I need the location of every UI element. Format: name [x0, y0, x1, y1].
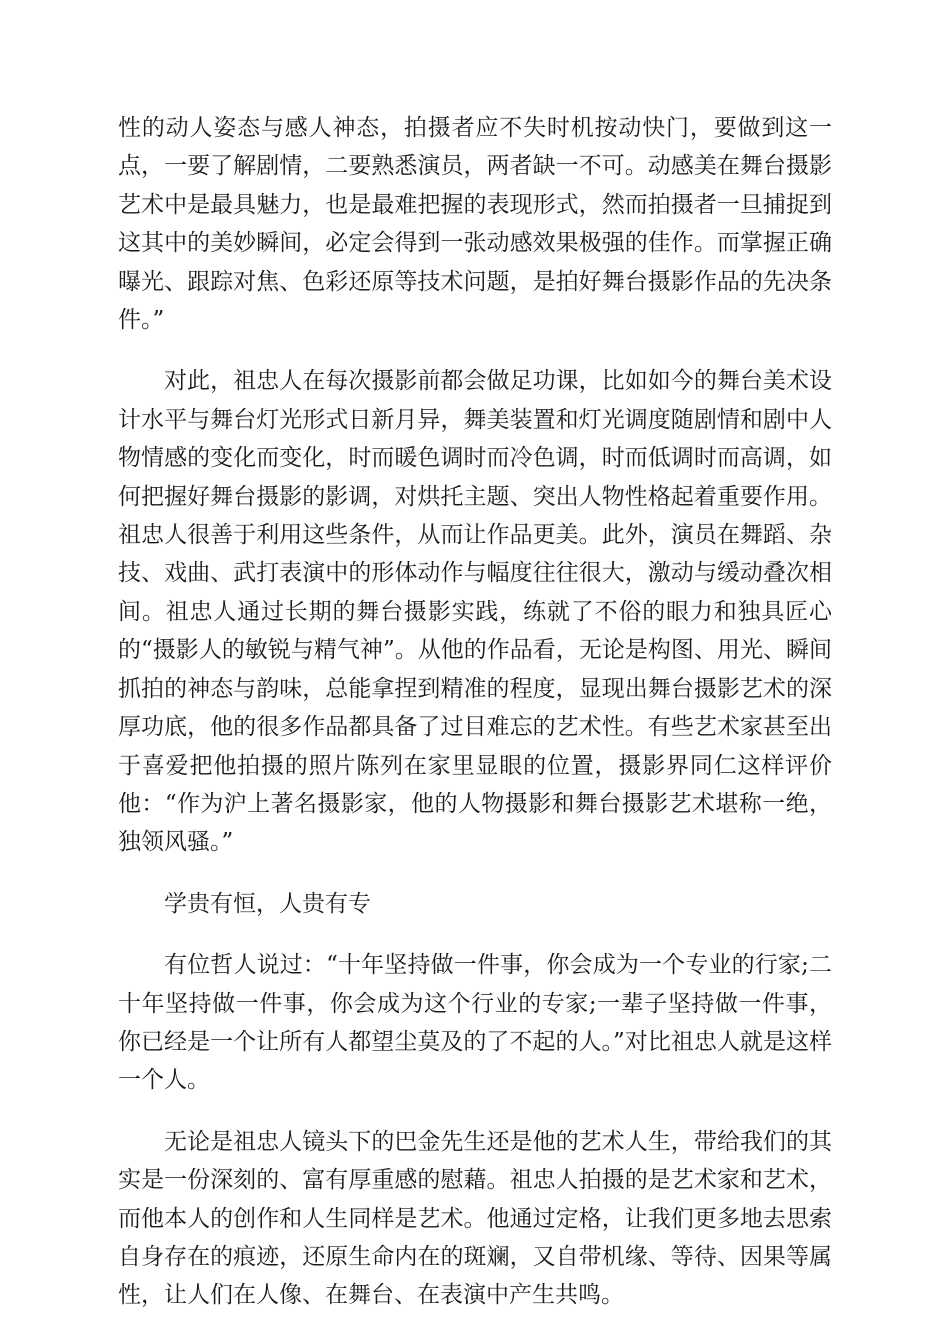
paragraph-body: 无论是祖忠人镜头下的巴金先生还是他的艺术人生，带给我们的其实是一份深刻的、富有厚重感的慰藉。祖忠人拍摄的是艺术家和艺术，而他本人的创作和人生同样是艺术。他通过定格，让我们更多地去思索自身存在的痕迹，还原生命内在的斑斓，又自带机缘、等待、因果等属性，让人们在人像、在舞台、在表演中产生共鸣。 [118, 1128, 832, 1309]
document-page [118, 109, 832, 1315]
paragraph-continued: 性的动人姿态与感人神态，拍摄者应不失时机按动快门，要做到这一点，一要了解剧情，二要熟悉演员，两者缺一不可。动感美在舞台摄影艺术中是最具魅力，也是最难把握的表现形式，然而拍摄者一旦捕捉到这其中的美妙瞬间，必定会得到一张动感效果极强的佳作。而掌握正确曝光、跟踪对焦、色彩还原等技术问题，是拍好舞台摄影作品的先决条件。” [118, 115, 832, 334]
paragraph-body: 对此，祖忠人在每次摄影前都会做足功课，比如如今的舞台美术设计水平与舞台灯光形式日新月异，舞美装置和灯光调度随剧情和剧中人物情感的变化而变化，时而暖色调时而冷色调，时而低调时而高调，如何把握好舞台摄影的影调，对烘托主题、突出人物性格起着重要作用。祖忠人很善于利用这些条件，从而让作品更美。此外，演员在舞蹈、杂技、戏曲、武打表演中的形体动作与幅度往往很大，激动与缓动叠次相间。祖忠人通过长期的舞台摄影实践，练就了不俗的眼力和独具匠心的“摄影人的敏锐与精气神”。从他的作品看，无论是构图、用光、瞬间抓拍的神态与韵味，总能拿捏到精准的程度，显现出舞台摄影艺术的深厚功底，他的很多作品都具备了过目难忘的艺术性。有些艺术家甚至出于喜爱把他拍摄的照片陈列在家里显眼的位置，摄影界同仁这样评价他：“作为沪上著名摄影家，他的人物摄影和舞台摄影艺术堪称一绝，独领风骚。” [118, 368, 832, 856]
paragraph-body: 有位哲人说过：“十年坚持做一件事，你会成为一个专业的行家;二十年坚持做一件事，你会成为这个行业的专家;一辈子坚持做一件事，你已经是一个让所有人都望尘莫及的了不起的人。”对比祖忠人就是这样一个人。 [118, 952, 832, 1094]
section-heading: 学贵有恒，人贵有专 [164, 890, 371, 917]
